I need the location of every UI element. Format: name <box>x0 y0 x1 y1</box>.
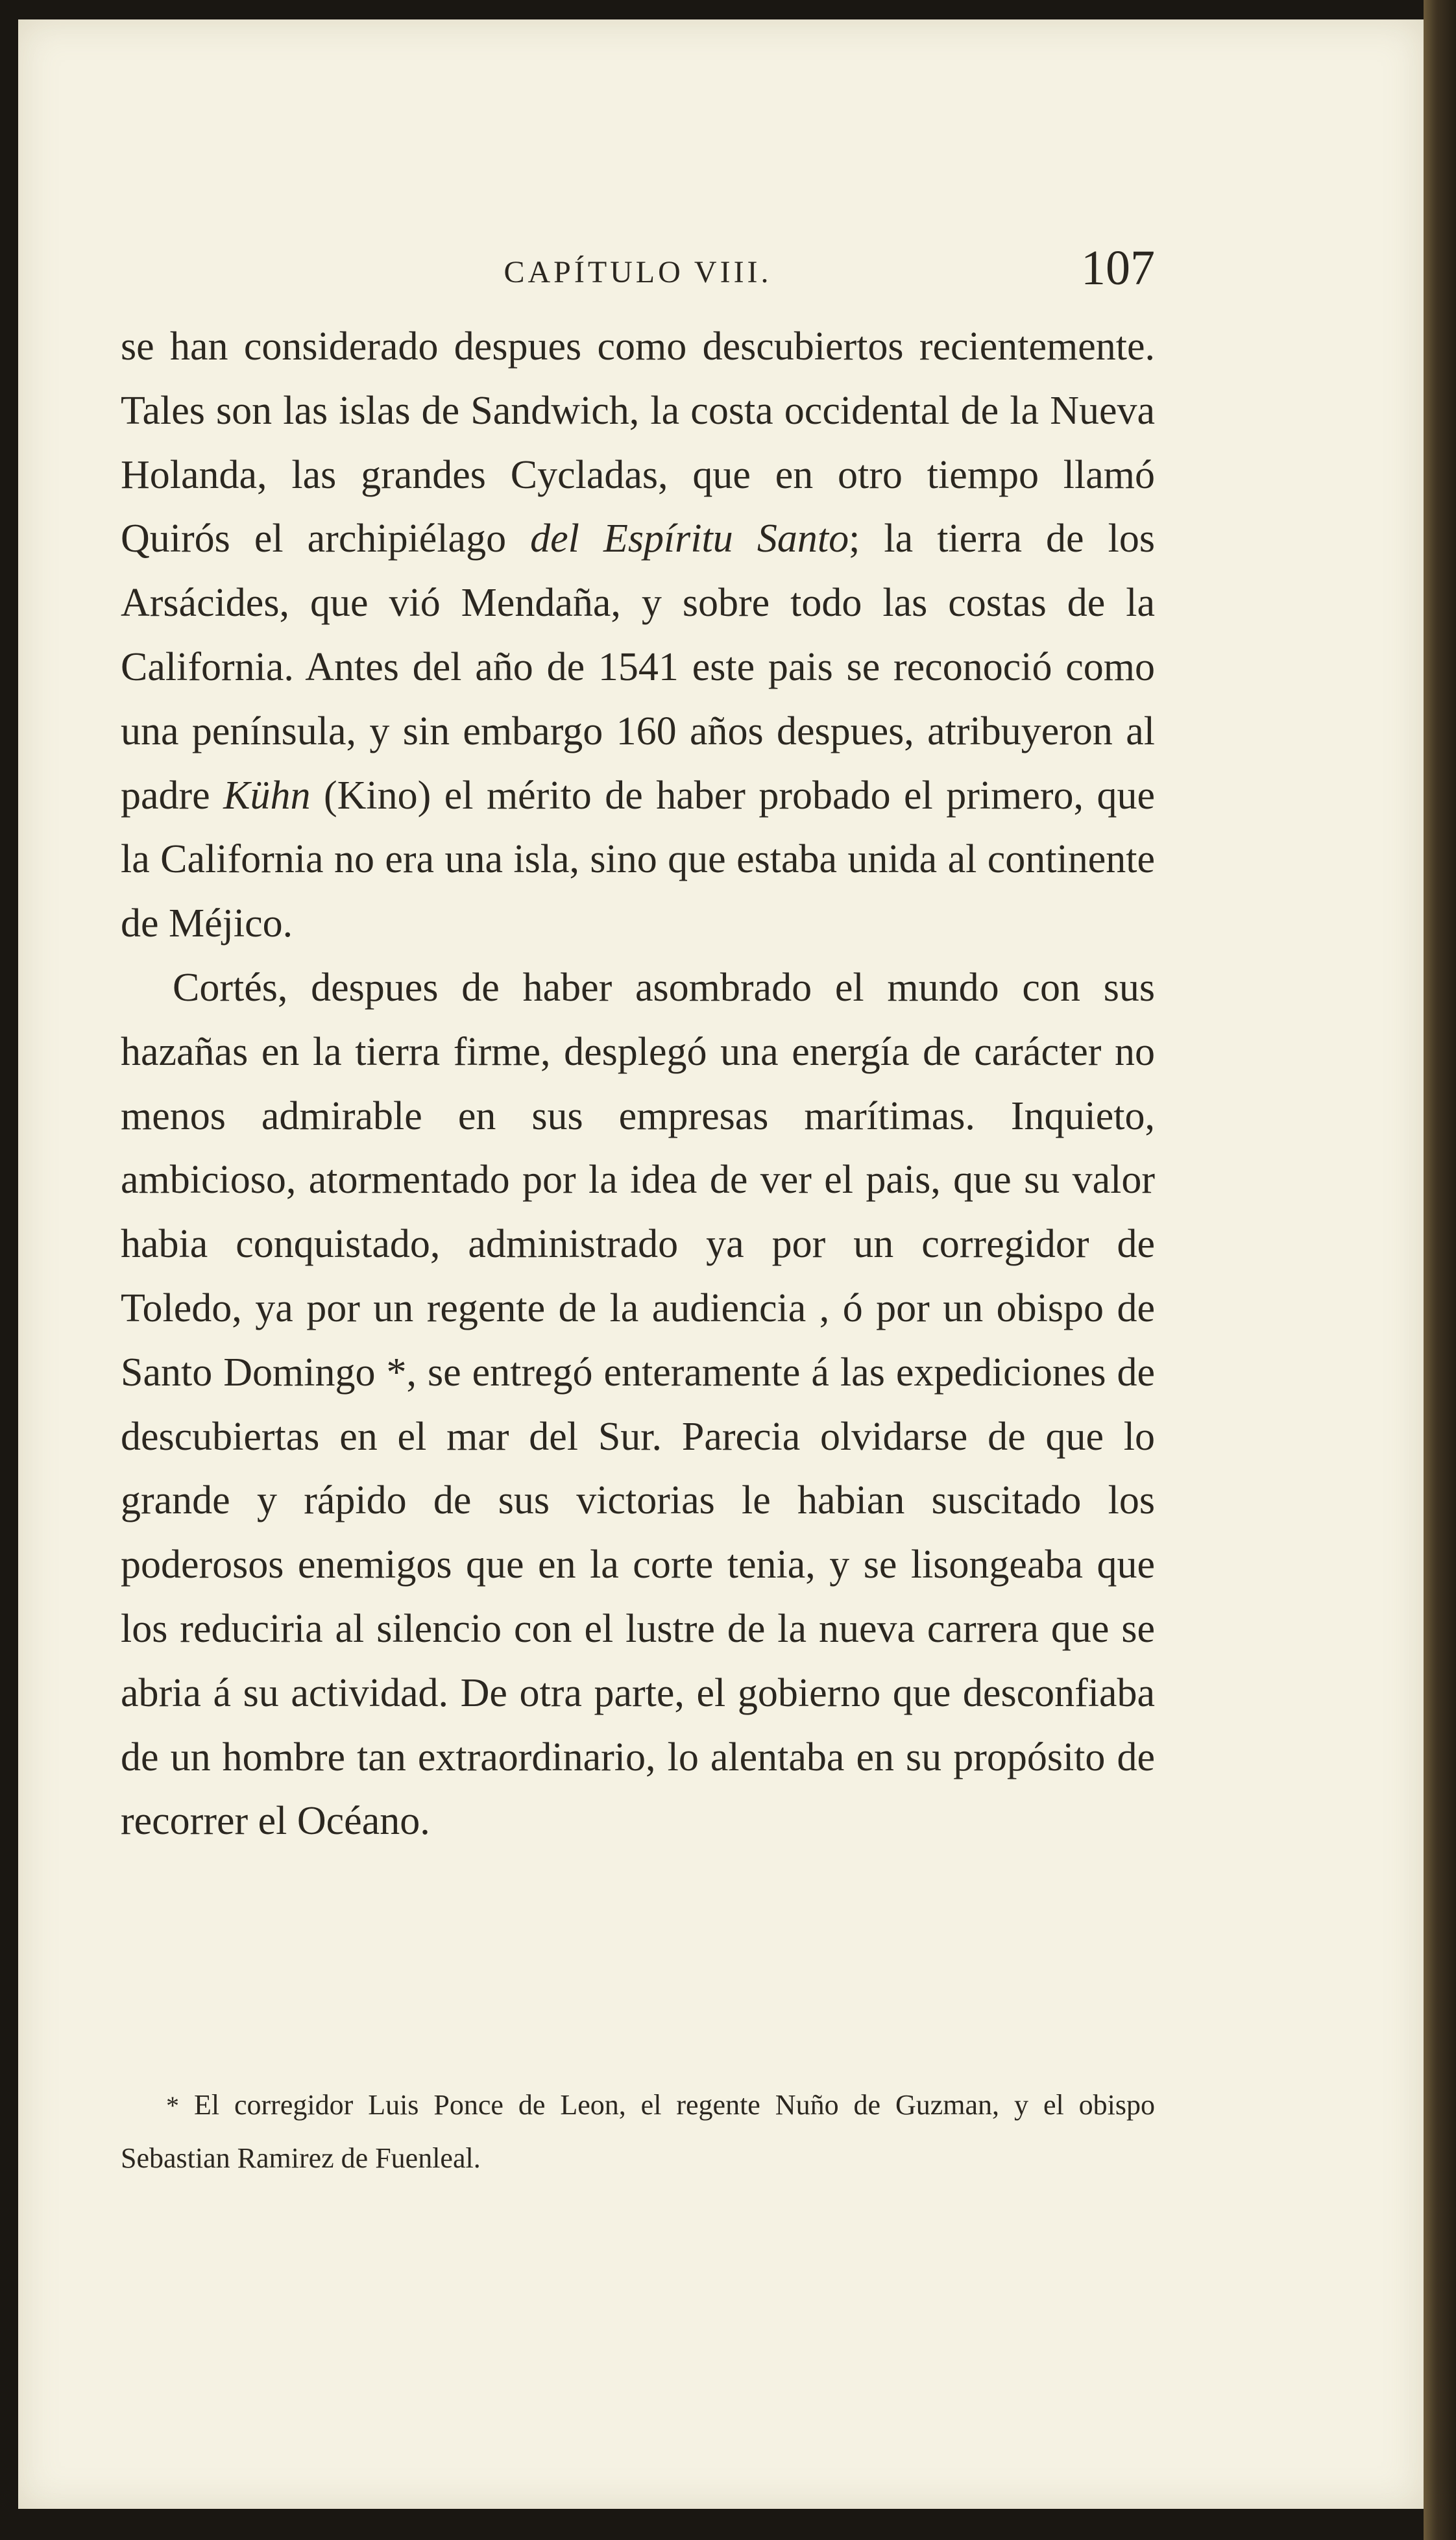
page-number: 107 <box>1081 241 1155 295</box>
body-text <box>121 315 1155 1853</box>
chapter-heading: CAPÍTULO VIII. <box>504 255 772 289</box>
paragraph-1-italic-name: Kühn <box>223 773 311 818</box>
footnote-reference: * <box>386 1350 407 1395</box>
paragraph-2-text-b: , se entregó enteramente á las expediciones de descubiertas en el mar del Sur. Parecia olvidarse de que lo grande y rápido de sus victorias le habian suscitado los poderosos enemigos que en la corte tenia, y se lisongeaba que los reduciria al silencio con el lustre de la nueva carrera que se abria á su actividad. De otra parte, el gobierno que desconfiaba de un hombre tan extraordinario, lo alentaba en su propósito de recorrer el Océano. <box>121 1350 1155 1844</box>
footnote <box>121 2079 1155 2184</box>
footnote-mark: * <box>166 2091 179 2120</box>
book-binding-edge <box>1424 0 1456 2540</box>
paragraph-1-italic-place: del Espíritu Santo <box>530 517 849 561</box>
paragraph-1-text-c: (Kino) el mérito de haber probado el primero, que la California no era una isla, sino que estaba unida al continente de Méjico. <box>121 773 1155 946</box>
paragraph-1-text-a: se han considerado despues como descubiertos recientemente. Tales son las islas de Sandwich, la costa occidental de la Nueva Holanda, las grandes Cycladas, que en otro tiempo llamó Quirós el archipiélago <box>121 324 1155 561</box>
footnote-text: El corregidor Luis Ponce de Leon, el regente Nuño de Guzman, y el obispo Sebastian Ramirez de Fuenleal. <box>121 2089 1155 2174</box>
paragraph-2-text-a: Cortés, despues de haber asombrado el mundo con sus hazañas en la tierra firme, desplegó una energía de carácter no menos admirable en sus empresas marítimas. Inquieto, ambicioso, atormentado por la idea de ver el pais, que su valor habia conquistado, administrado ya por un corregidor de Toledo, ya por un regente de la audiencia , ó por un obispo de Santo Domingo <box>121 965 1155 1395</box>
paragraph-1 <box>121 315 1155 956</box>
running-head <box>121 240 1155 311</box>
paragraph-1-text-b: ; la tierra de los Arsácides, que vió Mendaña, y sobre todo las costas de la California. Antes del año de 1541 este pais se reconoció como una península, y sin embargo 160 años despues, atribuyeron al padre <box>121 517 1155 818</box>
paragraph-2 <box>121 956 1155 1853</box>
